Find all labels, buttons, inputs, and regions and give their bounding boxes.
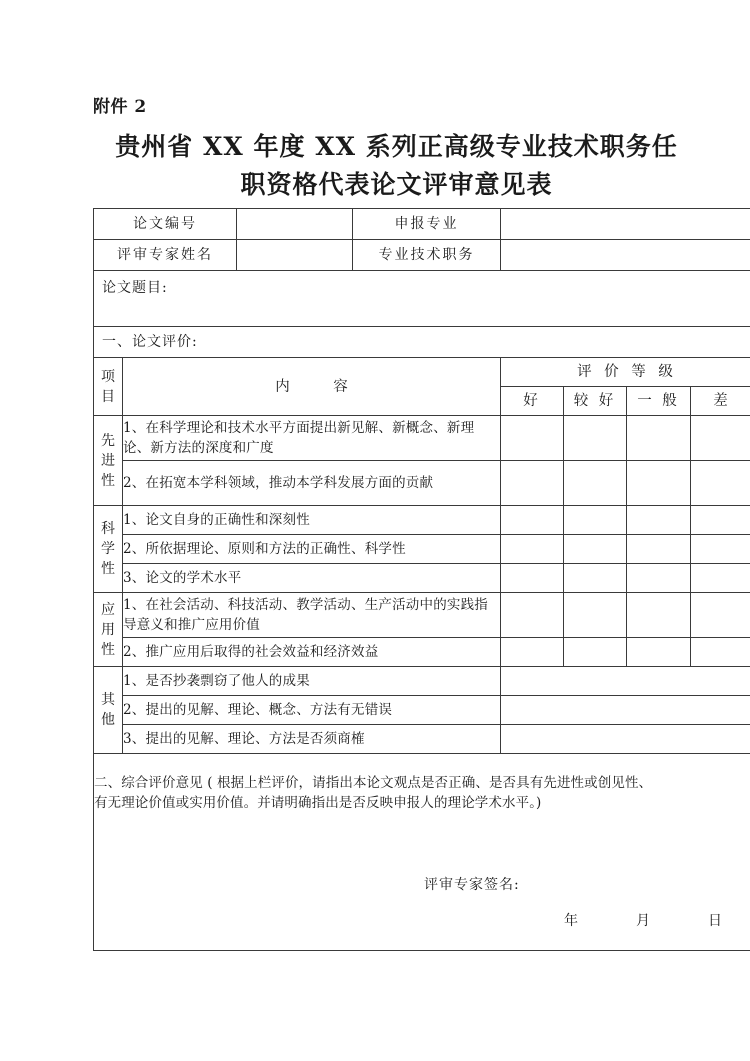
table-row-scientific-item-3 <box>94 564 750 593</box>
grade-cell-fairly-good[interactable] <box>564 638 627 667</box>
table-row-scientific-item-2 <box>94 535 750 564</box>
criterion-text: 2、在拓宽本学科领域，推动本学科发展方面的贡献 <box>123 461 501 506</box>
grade-cell-good[interactable] <box>501 461 564 506</box>
grade-cell-good[interactable] <box>501 535 564 564</box>
grade-cell-good[interactable] <box>501 416 564 461</box>
column-header-item-char1: 项 <box>101 368 115 385</box>
grade-cell-merged[interactable] <box>501 725 750 754</box>
grade-cell-poor[interactable] <box>691 506 750 535</box>
criterion-text: 1、是否抄袭剽窃了他人的成果 <box>123 667 501 696</box>
attachment-label: 附件 2 <box>93 97 147 117</box>
group-label-applicability-char2: 用 <box>101 621 115 638</box>
grade-cell-fairly-good[interactable] <box>564 564 627 593</box>
grade-cell-merged[interactable] <box>501 696 750 725</box>
grade-cell-fairly-good[interactable] <box>564 593 627 638</box>
paper-number-input[interactable] <box>237 209 353 240</box>
paper-number-label: 论文编号 <box>94 209 237 240</box>
table-row-paper-number <box>94 209 750 240</box>
column-header-item-char2: 目 <box>101 388 115 405</box>
professional-title-label: 专业技术职务 <box>353 240 501 271</box>
group-label-advancement-char3: 性 <box>101 472 115 489</box>
criterion-text: 1、在社会活动、科技活动、教学活动、生产活动中的实践指导意义和推广应用价值 <box>123 593 501 638</box>
paper-title-field[interactable] <box>94 271 750 327</box>
table-row-applicability-item-1 <box>94 593 750 638</box>
table-row-other-item-3 <box>94 725 750 754</box>
paper-title-label: 论文题目: <box>102 280 168 296</box>
summary-heading-line-2: 有无理论价值或实用价值。并请明确指出是否反映申报人的理论学术水平。) <box>94 795 542 811</box>
reviewer-name-label: 评审专家姓名 <box>94 240 237 271</box>
grade-cell-average[interactable] <box>627 564 691 593</box>
group-label-scientific <box>94 506 123 593</box>
criterion-text: 2、所依据理论、原则和方法的正确性、科学性 <box>123 535 501 564</box>
grade-column-header-poor: 差 <box>691 387 750 416</box>
grade-cell-fairly-good[interactable] <box>564 535 627 564</box>
grade-cell-poor[interactable] <box>691 535 750 564</box>
table-row-evaluation-heading <box>94 327 750 358</box>
grade-column-header-good: 好 <box>501 387 564 416</box>
criterion-text: 2、推广应用后取得的社会效益和经济效益 <box>123 638 501 667</box>
table-row-other-item-2 <box>94 696 750 725</box>
grade-cell-good[interactable] <box>501 593 564 638</box>
date-label: 年 月 日 <box>564 913 732 929</box>
group-label-other <box>94 667 123 754</box>
table-row-advancement-item-1 <box>94 416 750 461</box>
grade-cell-good[interactable] <box>501 564 564 593</box>
criterion-text: 1、论文自身的正确性和深刻性 <box>123 506 501 535</box>
grade-cell-fairly-good[interactable] <box>564 416 627 461</box>
table-row-advancement-item-2 <box>94 461 750 506</box>
declared-major-input[interactable] <box>501 209 750 240</box>
summary-section[interactable] <box>94 754 750 951</box>
grade-cell-poor[interactable] <box>691 638 750 667</box>
grade-cell-good[interactable] <box>501 506 564 535</box>
grade-cell-poor[interactable] <box>691 416 750 461</box>
criterion-text: 3、论文的学术水平 <box>123 564 501 593</box>
review-form-table <box>93 208 750 951</box>
group-label-applicability-char1: 应 <box>101 601 115 618</box>
summary-heading-line-1: 二、综合评价意见 ( 根据上栏评价，请指出本论文观点是否正确、是否具有先进性或创见性、 <box>94 775 653 791</box>
declared-major-label: 申报专业 <box>353 209 501 240</box>
page-title-line-2: 职资格代表论文评审意见表 <box>240 170 553 199</box>
criterion-text: 1、在科学理论和技术水平方面提出新见解、新概念、新理论、新方法的深度和广度 <box>123 416 501 461</box>
table-row-applicability-item-2 <box>94 638 750 667</box>
group-label-scientific-char2: 学 <box>101 541 115 557</box>
table-row-paper-title <box>94 271 750 327</box>
grade-cell-poor[interactable] <box>691 593 750 638</box>
group-label-applicability-char3: 性 <box>101 641 115 658</box>
grade-cell-fairly-good[interactable] <box>564 461 627 506</box>
table-row-scientific-item-1 <box>94 506 750 535</box>
grade-cell-good[interactable] <box>501 638 564 667</box>
group-label-advancement-char1: 先 <box>101 432 115 449</box>
evaluation-section-heading: 一、论文评价: <box>94 327 750 358</box>
group-label-scientific-char1: 科 <box>101 521 115 537</box>
grade-cell-average[interactable] <box>627 638 691 667</box>
page-title-line-1: 贵州省 XX 年度 XX 系列正高级专业技术职务任 <box>115 132 678 161</box>
table-row-column-headers <box>94 358 750 387</box>
signature-label: 评审专家签名: <box>424 877 520 893</box>
group-label-other-char1: 其 <box>101 692 115 708</box>
group-label-advancement <box>94 416 123 506</box>
group-label-advancement-char2: 进 <box>101 452 115 469</box>
grade-cell-poor[interactable] <box>691 564 750 593</box>
criterion-text: 3、提出的见解、理论、方法是否须商榷 <box>123 725 501 754</box>
grade-cell-average[interactable] <box>627 461 691 506</box>
column-header-item <box>94 358 123 416</box>
signature-block <box>94 875 750 931</box>
criterion-text: 2、提出的见解、理论、概念、方法有无错误 <box>123 696 501 725</box>
table-row-other-item-1 <box>94 667 750 696</box>
page-title <box>93 128 700 204</box>
grade-cell-merged[interactable] <box>501 667 750 696</box>
group-label-scientific-char3: 性 <box>101 561 115 577</box>
grade-column-header-average: 一 般 <box>627 387 691 416</box>
grade-column-header-fairly-good: 较 好 <box>564 387 627 416</box>
table-row-summary <box>94 754 750 951</box>
grade-cell-average[interactable] <box>627 416 691 461</box>
grade-cell-poor[interactable] <box>691 461 750 506</box>
grade-cell-fairly-good[interactable] <box>564 506 627 535</box>
group-label-applicability <box>94 593 123 667</box>
grade-cell-average[interactable] <box>627 593 691 638</box>
grade-cell-average[interactable] <box>627 506 691 535</box>
column-header-grade-group: 评 价 等 级 <box>501 358 750 387</box>
table-row-reviewer-name <box>94 240 750 271</box>
professional-title-input[interactable] <box>501 240 750 271</box>
grade-cell-average[interactable] <box>627 535 691 564</box>
column-header-content: 内 容 <box>123 358 501 416</box>
group-label-other-char2: 他 <box>101 712 115 728</box>
reviewer-name-input[interactable] <box>237 240 353 271</box>
